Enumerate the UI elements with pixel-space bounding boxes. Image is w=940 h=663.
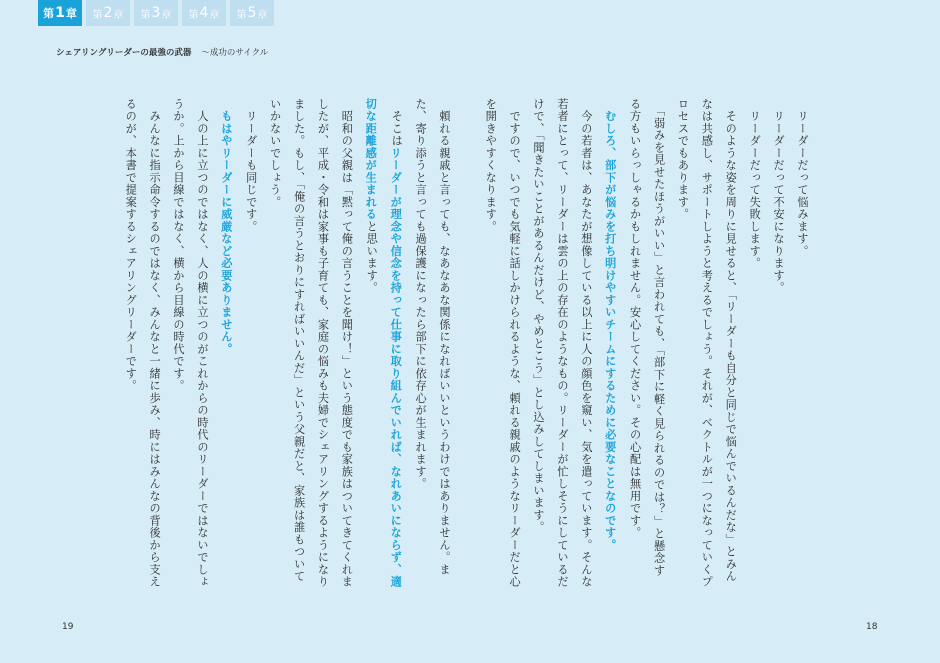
body-text: 頼れる親戚と言っても、なあなあな関係になればいいというわけではありません。また、寄り添うと言っても過保護になったら部下に依存心が生まれます。 [414, 98, 451, 576]
paragraph [166, 98, 214, 588]
emphasis-text: リーダーが理念や信念を持って仕事に取り組んでいれば、なれあいにならず、適切な距離感が生まれる [364, 98, 404, 588]
tab-suffix: 章 [113, 9, 124, 21]
paragraph [478, 98, 526, 588]
tab-prefix: 第 [188, 9, 199, 21]
chapter-tab-1[interactable] [38, 0, 82, 26]
tab-number: 2 [103, 5, 113, 21]
right-page-number: 18 [866, 622, 878, 632]
chapter-tab-2[interactable] [86, 0, 130, 26]
emphasis-text: むしろ、部下が悩みを打ち明けやすいチームにするために必要なことなのです。 [603, 110, 618, 552]
body-text: ですので、いつでも気軽に話しかけられるような、頼れる親戚のようなリーダーだと心を開きやすくなります。 [484, 98, 522, 588]
emphasis-text: もはやリーダーに威厳など必要ありません。 [219, 110, 234, 356]
paragraph [526, 98, 598, 588]
paragraph [766, 98, 790, 588]
tab-prefix: 第 [43, 7, 55, 20]
tab-prefix: 第 [140, 9, 151, 21]
body-text: リーダーだって悩みます。 [796, 110, 809, 258]
paragraph [623, 98, 671, 588]
paragraph [118, 98, 166, 588]
paragraph [790, 98, 814, 588]
tab-suffix: 章 [161, 9, 172, 21]
paragraph [358, 98, 408, 588]
body-text: 今の若者は、あなたが想像している以上に人の顔色を窺い、気を遣っています。そんな若者にとって、リーダーは雲の上の存在のようなもの。リーダーが忙しそうにしているだけで、「聞きたいことがあるんだけど、やめとこう」とし込みしてしまいます。 [532, 98, 593, 588]
chapter-title [56, 46, 268, 58]
chapter-title-main: シェアリングリーダーの最強の武器 [56, 48, 192, 58]
chapter-tabs [38, 0, 274, 26]
tab-number: 3 [151, 5, 161, 21]
chapter-tab-4[interactable] [182, 0, 226, 26]
tab-suffix: 章 [209, 9, 220, 21]
tab-suffix: 章 [257, 9, 268, 21]
chapter-tab-5[interactable] [230, 0, 274, 26]
body-text: 「弱みを見せたほうがいい」と言われても、「部下に軽く見られるのでは？」と懸念する方もいらっしゃるかもしれません。安心してください。その心配は無用です。 [628, 98, 666, 577]
body-text: そのような姿を周りに見せると、「リーダーも自分と同じで悩んでいるんだな」とみんなは共感し、サポートしようと考えるでしょう。それが、ベクトルが一つになっていくプロセスでもあります。 [676, 98, 738, 588]
tab-number: 5 [247, 5, 257, 21]
body-text: みんなに指示命令するのではなく、みんなと一緒に歩み、時にはみんなの背後から支えるのが、本書で提案するシェアリングリーダーです。 [124, 98, 162, 588]
chapter-subtitle: 〜成功のサイクル [201, 48, 269, 58]
paragraph [263, 98, 359, 588]
paragraph [408, 98, 456, 588]
paragraph [671, 98, 743, 588]
left-page-number: 19 [62, 622, 74, 632]
left-page-body [76, 98, 456, 588]
paragraph [214, 98, 239, 588]
tab-prefix: 第 [92, 9, 103, 21]
tab-number: 4 [199, 5, 209, 21]
body-text: リーダーだって不安になります。 [772, 110, 786, 294]
tab-number: 1 [55, 5, 65, 21]
tab-suffix: 章 [65, 7, 77, 20]
body-text: 昭和の父親は「黙って俺の言うことを聞け！」という態度でも家族はついてきてくれましたが、平成・令和は家事も子育ても、家庭の悩みも夫婦でシェアリングするようになりました。もし、「俺の言うとおりにすればいいんだ」という父親だと、家族は誰もついていかないでしょう。 [268, 98, 354, 588]
paragraph [239, 98, 263, 588]
paragraph [598, 98, 623, 588]
paragraph [742, 98, 766, 588]
chapter-tab-3[interactable] [134, 0, 178, 26]
body-text: リーダーだって失敗します。 [748, 110, 762, 270]
body-text: と思います。 [365, 220, 379, 294]
tab-prefix: 第 [236, 9, 247, 21]
body-text: 人の上に立つのではなく、人の横に立つのがこれからの時代のリーダーではないでしょうか。上から目線ではなく、横から目線の時代です。 [172, 98, 209, 588]
body-text: リーダーも同じです。 [244, 110, 258, 233]
body-text: そこは [390, 110, 404, 147]
